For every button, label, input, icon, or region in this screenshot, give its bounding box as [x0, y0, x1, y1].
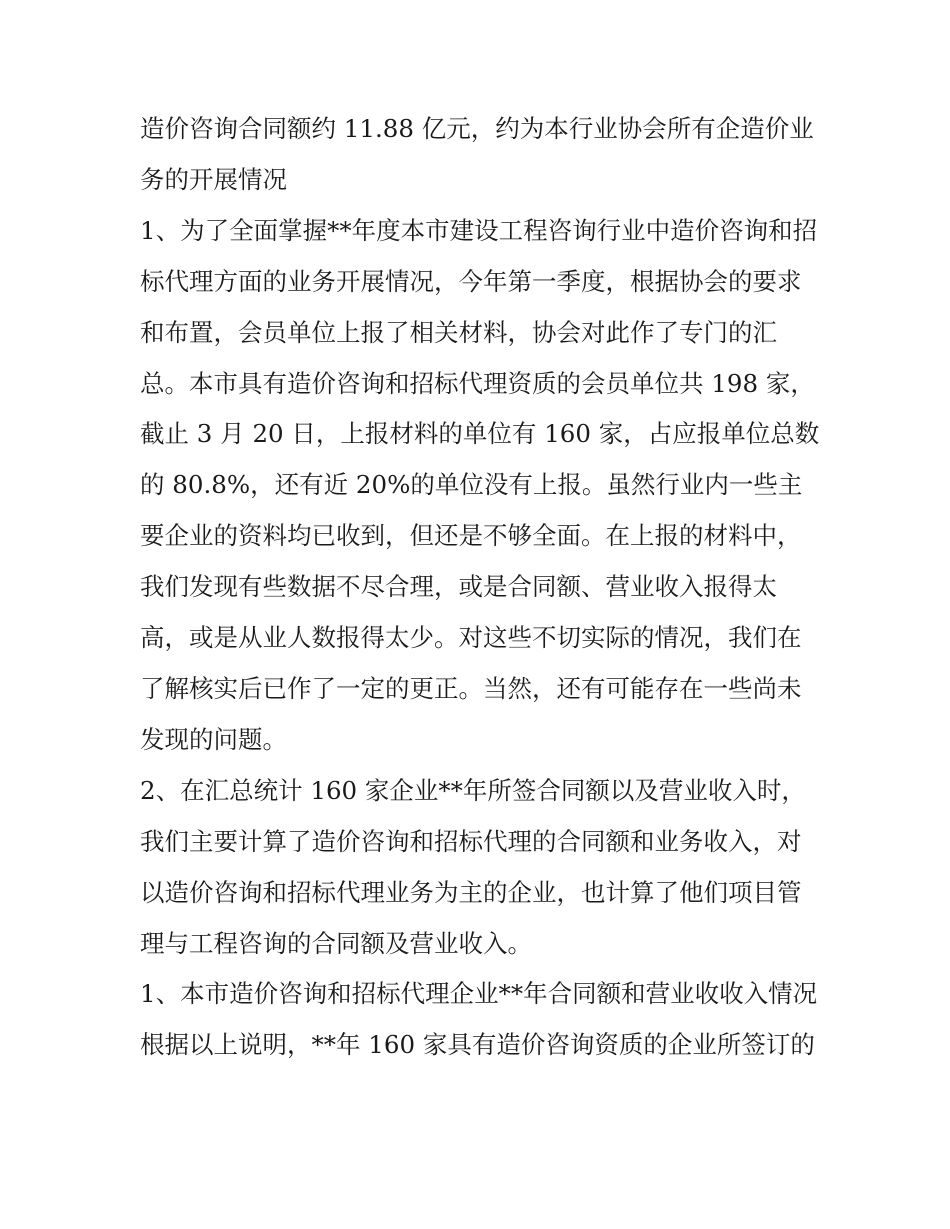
paragraph-contract-summary: 造价咨询合同额约 11.88 亿元，约为本行业协会所有企造价业务的开展情况 — [140, 114, 814, 194]
paragraph-section-1-overview: 1、为了全面掌握**年度本市建设工程咨询行业中造价咨询和招标代理方面的业务开展情况，今年第一季度，根据协会的要求和布置，会员单位上报了相关材料，协会对此作了专门的汇总。本市具有造价咨询和招标代理资质的会员单位共 198 家，截止 3 月 20 日，上报材料的单位有 160 家，占应报单位总数的 80.8%，还有近 20%的单位没有上报。虽然行业内一些主要企业的资料均已收到，但还是不够全面。在上报的材料中，我们发现有些数据不尽合理，或是合同额、营业收入报得太高，或是从业人数报得太少。对这些不切实际的情况，我们在了解核实后已作了一定的更正。当然，还有可能存在一些尚未发现的问题。 — [140, 215, 820, 754]
paragraph-section-2-statistics: 2、在汇总统计 160 家企业**年所签合同额以及营业收入时，我们主要计算了造价咨询和招标代理的合同额和业务收入，对以造价咨询和招标代理业务为主的企业，也计算了他们项目管理与工程咨询的合同额及营业收入。 — [140, 775, 806, 958]
paragraph-heading-contract-revenue: 1、本市造价咨询和招标代理企业**年合同额和营业收收入情况 — [140, 979, 818, 1009]
document-body — [140, 104, 820, 1071]
paragraph-conclusion-start: 根据以上说明，**年 160 家具有造价咨询资质的企业所签订的 — [140, 1030, 815, 1060]
